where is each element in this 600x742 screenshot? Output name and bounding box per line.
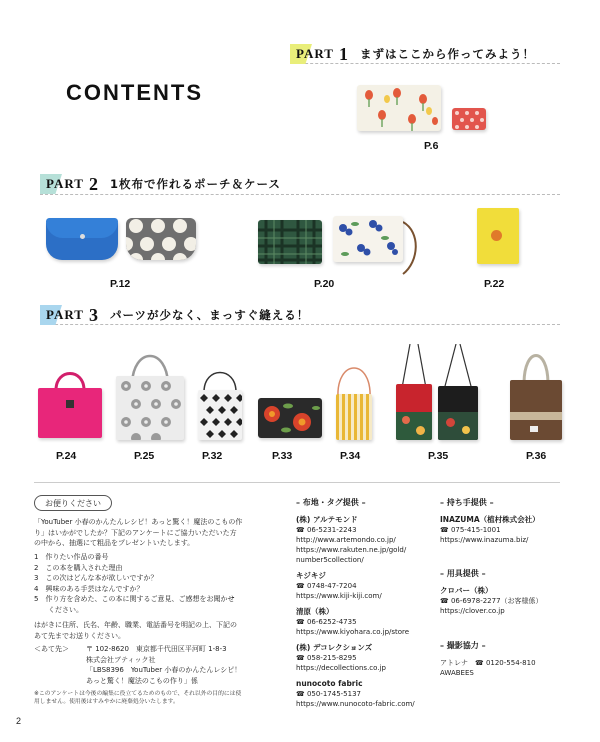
question-item: 2 この本を購入された理由 — [34, 563, 123, 572]
page-title: CONTENTS — [66, 80, 203, 105]
supplier-name: キジキジ — [296, 571, 326, 580]
supplier-phone: ☎ 06-5231-2243 — [296, 526, 357, 534]
fabric-heading: – 布地・タグ提供 – — [296, 498, 366, 507]
supplier-phone: ☎ 075-415-1001 — [440, 526, 501, 534]
fabric-suppliers — [296, 514, 436, 709]
supplier-name: (株) デコレクションズ — [296, 643, 373, 652]
supplier-url[interactable]: https://www.kiji-kiji.com/ — [296, 592, 382, 600]
large-dot-pattern-icon — [126, 218, 196, 260]
part-3-word: PART — [46, 307, 84, 322]
mini-pouch-image — [452, 108, 486, 130]
page-ref-34[interactable]: P.34 — [340, 450, 361, 462]
flower-pattern-icon — [116, 376, 184, 440]
brown-tote-image — [510, 344, 562, 440]
plaid-pattern-icon — [258, 220, 322, 264]
blue-flap-pouch-image — [46, 218, 118, 260]
supplier-url[interactable]: https://decollections.co.jp — [296, 664, 386, 672]
page-ref-22[interactable]: P.22 — [484, 278, 505, 290]
dot-pattern-icon — [452, 108, 486, 130]
part-2-description: 1枚布で作れるポーチ＆ケース — [109, 177, 281, 191]
floral-pouch-image — [258, 398, 322, 438]
question-item: 4 興味のある手芸はなんですか？ — [34, 584, 144, 593]
page-ref-20[interactable]: P.20 — [314, 278, 335, 290]
handles-supplier — [440, 514, 570, 545]
notice-intro-line: の中から、抽選にて粗品をプレゼントいたします。 — [34, 539, 195, 547]
tools-supplier — [440, 585, 580, 616]
supplier-name: (株) アルテモンド — [296, 515, 358, 524]
page-ref-25[interactable]: P.25 — [134, 450, 155, 462]
part-3-description: パーツが少なく、まっすぐ縫える！ — [109, 308, 310, 322]
part-3-number: 3 — [88, 304, 98, 325]
red-smartphone-pouch-image — [396, 344, 432, 440]
supplier-name: クロバー（株） — [440, 586, 493, 595]
part-2-word: PART — [46, 176, 84, 191]
gray-flower-tote-image — [116, 346, 184, 442]
part-2-rule — [40, 194, 560, 195]
yellow-envelope-case-image — [477, 208, 519, 264]
address-label: ＜あて先＞ — [34, 645, 69, 653]
supplier-url[interactable]: https://www.kiyohara.co.jp/store — [296, 628, 410, 636]
address-line: 〒 102-8620 東京都千代田区平河町 1-8-3 — [86, 645, 227, 653]
page-ref-12[interactable]: P.12 — [110, 278, 131, 290]
diamond-pattern-icon — [198, 390, 242, 440]
part-3-header — [40, 305, 309, 325]
tulip-pouch-image — [357, 85, 441, 131]
supplier-phone: ☎ 058-215-8295 — [296, 654, 357, 662]
supplier-phone: ☎ 06-6252-4735 — [296, 618, 357, 626]
blueberry-pattern-icon — [333, 216, 403, 262]
disclaimer-line: 用しません。使用後はすみやかに廃棄処分いたします。 — [34, 699, 179, 705]
supplier-url[interactable]: https://www.nunocoto-fabric.com/ — [296, 700, 415, 708]
photo-heading: – 撮影協力 – — [440, 641, 486, 650]
address-block — [86, 644, 276, 686]
question-item: 1 作りたい作品の番号 — [34, 553, 109, 561]
page-ref-36[interactable]: P.36 — [526, 450, 547, 462]
blueberry-shoulder-pouch-image — [333, 212, 423, 276]
polka-dot-pouch-image — [126, 218, 196, 260]
part-1-number: 1 — [338, 43, 348, 64]
supplier-name: INAZUMA（植村株式会社） — [440, 515, 540, 524]
supplier-name: 清原（株） — [296, 607, 334, 616]
supplier-phone: ☎ 06-6978-2277（お客様係） — [440, 597, 543, 605]
page-ref-33[interactable]: P.33 — [272, 450, 293, 462]
part-1-header — [290, 44, 535, 64]
disclaimer — [34, 690, 284, 706]
plaid-case-image — [258, 220, 322, 264]
pink-tote-image — [38, 364, 102, 440]
supplier-url[interactable]: https://www.inazuma.biz/ — [440, 536, 529, 544]
photo-credit-line: AWABEES — [440, 669, 474, 677]
photo-credits — [440, 658, 580, 678]
disclaimer-line: ※このアンケートは今後の編集に役立てるためのもので、それ以外の目的には使 — [34, 691, 242, 697]
question-item: ください。 — [34, 605, 83, 614]
floral-pattern-icon — [258, 398, 322, 438]
question-item: 3 この次はどんな本が欲しいですか？ — [34, 574, 158, 582]
photo-credit-line: アトレナ ☎ 0120-554-810 — [440, 659, 536, 667]
tulip-pattern-icon — [357, 85, 441, 131]
supplier-url[interactable]: https://clover.co.jp — [440, 607, 505, 615]
notice-title: お便りください — [34, 495, 112, 511]
supplier-name: nunocoto fabric — [296, 679, 363, 688]
page-ref-35[interactable]: P.35 — [428, 450, 449, 462]
request-line: はがきに住所、氏名、年齢、職業、電話番号を明記の上、下記の — [34, 621, 237, 629]
address-line: あっと驚く！魔法のこもの作り」係 — [86, 676, 198, 685]
notice-intro — [34, 517, 274, 549]
request-line: あて先までお送りください。 — [34, 631, 125, 640]
bottom-divider — [34, 482, 560, 483]
notice-intro-line: り」はいかがでしたか？下記のアンケートにご協力いただいた方 — [34, 528, 237, 537]
black-smartphone-pouch-image — [438, 344, 478, 440]
page-ref-24[interactable]: P.24 — [56, 450, 77, 462]
notice-questions — [34, 552, 274, 615]
supplier-url[interactable]: number5collection/ — [296, 556, 364, 564]
part-1-description: まずはここから作ってみよう！ — [359, 47, 535, 61]
supplier-url[interactable]: http://www.artemondo.co.jp/ — [296, 536, 396, 544]
supplier-url[interactable]: https://www.rakuten.ne.jp/gold/ — [296, 546, 407, 554]
diamond-sacoche-image — [198, 364, 242, 440]
supplier-phone: ☎ 0748-47-7204 — [296, 582, 357, 590]
notice-request — [34, 620, 274, 641]
page-ref-6[interactable]: P.6 — [424, 140, 439, 152]
address-line: 「LBS8396 YouTuber 小春のかんたんレシピ！ — [86, 666, 242, 674]
page-ref-32[interactable]: P.32 — [202, 450, 223, 462]
handles-heading: – 持ち手提供 – — [440, 498, 494, 507]
striped-sacoche-image — [334, 354, 374, 440]
question-item: 5 作り方を含めた、この本に関するご意見、ご感想をお聞かせ — [34, 595, 235, 603]
tools-heading: – 用具提供 – — [440, 569, 486, 578]
notice-intro-line: 「YouTuber 小春のかんたんレシピ！あっと驚く！魔法のこもの作 — [34, 518, 243, 526]
part-1-word: PART — [296, 46, 334, 61]
supplier-phone: ☎ 050-1745-5137 — [296, 690, 361, 698]
part-2-header — [40, 174, 281, 194]
address-line: 株式会社ブティック社 — [86, 655, 156, 664]
page-number: 2 — [16, 716, 22, 726]
part-2-number: 2 — [88, 173, 98, 194]
